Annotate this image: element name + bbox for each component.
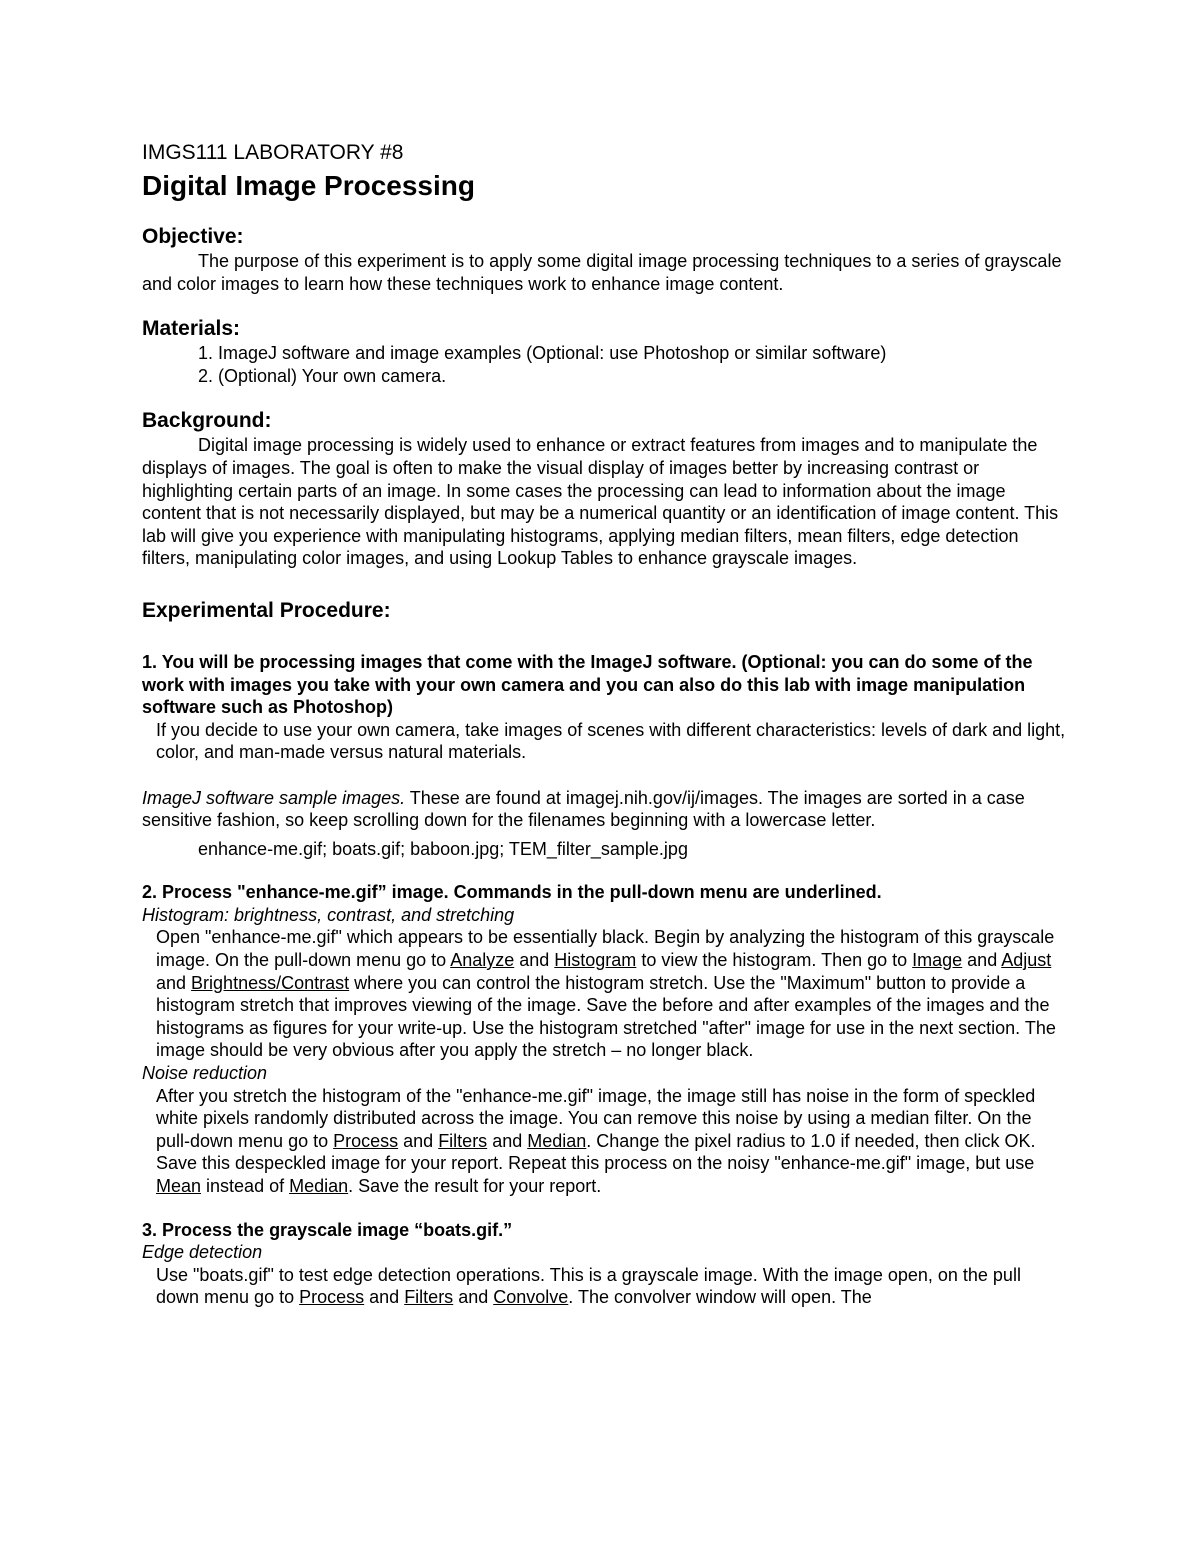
- menu-command-filters: Filters: [438, 1130, 488, 1151]
- menu-command-histogram: Histogram: [554, 950, 637, 971]
- text-run: . The convolver window will open. The: [568, 1287, 872, 1308]
- materials-list: [142, 342, 1067, 387]
- menu-command-filters: Filters: [404, 1287, 454, 1308]
- noise-subheading: Noise reduction: [142, 1063, 268, 1084]
- text-run: After you stretch the histogram of the "enhance-me.gif" image, the image still has noise in the form of speckled white pixels randomly distributed across the image. You can remove this noise by using a median filter. On the pull-down menu go to: [156, 1085, 1036, 1151]
- samples-text: These are found at imagej.nih.gov/ij/images. The images are sorted in a case sensitive fashion, so keep scrolling down for the filenames beginning with a lowercase letter.: [142, 787, 1025, 831]
- menu-command-image: Image: [912, 950, 963, 971]
- text-run: and: [514, 950, 555, 971]
- materials-item: 1. ImageJ software and image examples (Optional: use Photoshop or similar software): [198, 343, 887, 364]
- step2-title: 2. Process "enhance-me.gif” image. Commands in the pull-down menu are underlined.: [142, 882, 882, 903]
- text-run: and: [453, 1287, 494, 1308]
- text-run: and: [156, 972, 192, 993]
- menu-command-adjust: Adjust: [1001, 950, 1052, 971]
- text-run: to view the histogram. Then go to: [636, 950, 913, 971]
- sample-file-list: enhance-me.gif; boats.gif; baboon.jpg; TEM_filter_sample.jpg: [198, 838, 688, 859]
- objective-heading: Objective:: [142, 225, 244, 248]
- step3-title: 3. Process the grayscale image “boats.gif.”: [142, 1219, 513, 1240]
- procedure-heading: Experimental Procedure:: [142, 598, 391, 622]
- course-title: IMGS111 LABORATORY #8: [142, 141, 404, 164]
- document-page: [142, 140, 1067, 1309]
- document-title: Digital Image Processing: [142, 170, 475, 201]
- text-run: . Change the pixel radius to 1.0 if needed, then click OK. Save this despeckled image for your report. Repeat this process on the noisy "enhance-me.gif" image, but use: [156, 1130, 1036, 1174]
- menu-command-convolve: Convolve: [493, 1287, 569, 1308]
- text-run: Use "boats.gif" to test edge detection operations. This is a grayscale image. With the image open, on the pull down menu go to: [156, 1264, 1021, 1308]
- edge-paragraph: [142, 1264, 1067, 1309]
- text-run: and: [398, 1130, 439, 1151]
- step1-camera-text: If you decide to use your own camera, take images of scenes with different characteristics: levels of dark and light, color, and man-made versus natural materials.: [156, 719, 1066, 763]
- menu-command-median: Median: [289, 1176, 349, 1196]
- step1-samples-paragraph: [142, 787, 1067, 832]
- text-run: . Save the result for your report.: [348, 1176, 602, 1196]
- menu-command-brightness-contrast: Brightness/Contrast: [191, 972, 350, 993]
- samples-label: ImageJ software sample images.: [142, 787, 406, 808]
- background-heading: Background:: [142, 409, 272, 433]
- text-run: and: [364, 1287, 405, 1308]
- menu-command-process: Process: [299, 1287, 365, 1308]
- text-run: instead of: [201, 1176, 290, 1196]
- edge-subheading: Edge detection: [142, 1242, 263, 1263]
- menu-command-process: Process: [333, 1130, 399, 1151]
- text-run: and: [487, 1130, 528, 1151]
- materials-item: 2. (Optional) Your own camera.: [198, 365, 447, 386]
- text-run: Open "enhance-me.gif" which appears to be essentially black. Begin by analyzing the histogram of this grayscale image. On the pull-down menu go to: [156, 927, 1055, 971]
- menu-command-analyze: Analyze: [450, 950, 515, 971]
- step1-title: 1. You will be processing images that come with the ImageJ software. (Optional: you can do some of the work with images you take with your own camera and you can also do this lab with image manipulation software such as Photoshop): [142, 651, 1033, 718]
- menu-command-median: Median: [527, 1130, 587, 1151]
- objective-text: The purpose of this experiment is to apply some digital image processing techniques to a series of grayscale and color images to learn how these techniques work to enhance image content.: [142, 251, 1062, 294]
- histogram-subheading: Histogram: brightness, contrast, and stretching: [142, 904, 515, 925]
- text-run: and: [962, 950, 1002, 971]
- menu-command-mean: Mean: [156, 1176, 202, 1196]
- histogram-paragraph: [142, 926, 1067, 1062]
- noise-paragraph: [142, 1085, 1067, 1198]
- materials-heading: Materials:: [142, 317, 241, 341]
- text-run: where you can control the histogram stretch. Use the "Maximum" button to provide a histogram stretch that improves viewing of the image. Save the before and after examples of the images and the histograms as figures for your write-up. Use the histogram stretched "after" image for use in the next section. The image should be very obvious after you apply the stretch – no longer black.: [156, 972, 1056, 1061]
- background-text: Digital image processing is widely used to enhance or extract features from images and to manipulate the displays of images. The goal is often to make the visual display of images better by increasing contrast or highlighting certain parts of an image. In some cases the processing can lead to information about the image content that is not necessarily displayed, but may be a numerical quantity or an identification of image content. This lab will give you experience with manipulating histograms, applying median filters, mean filters, edge detection filters, manipulating color images, and using Lookup Tables to enhance grayscale images.: [142, 435, 1059, 569]
